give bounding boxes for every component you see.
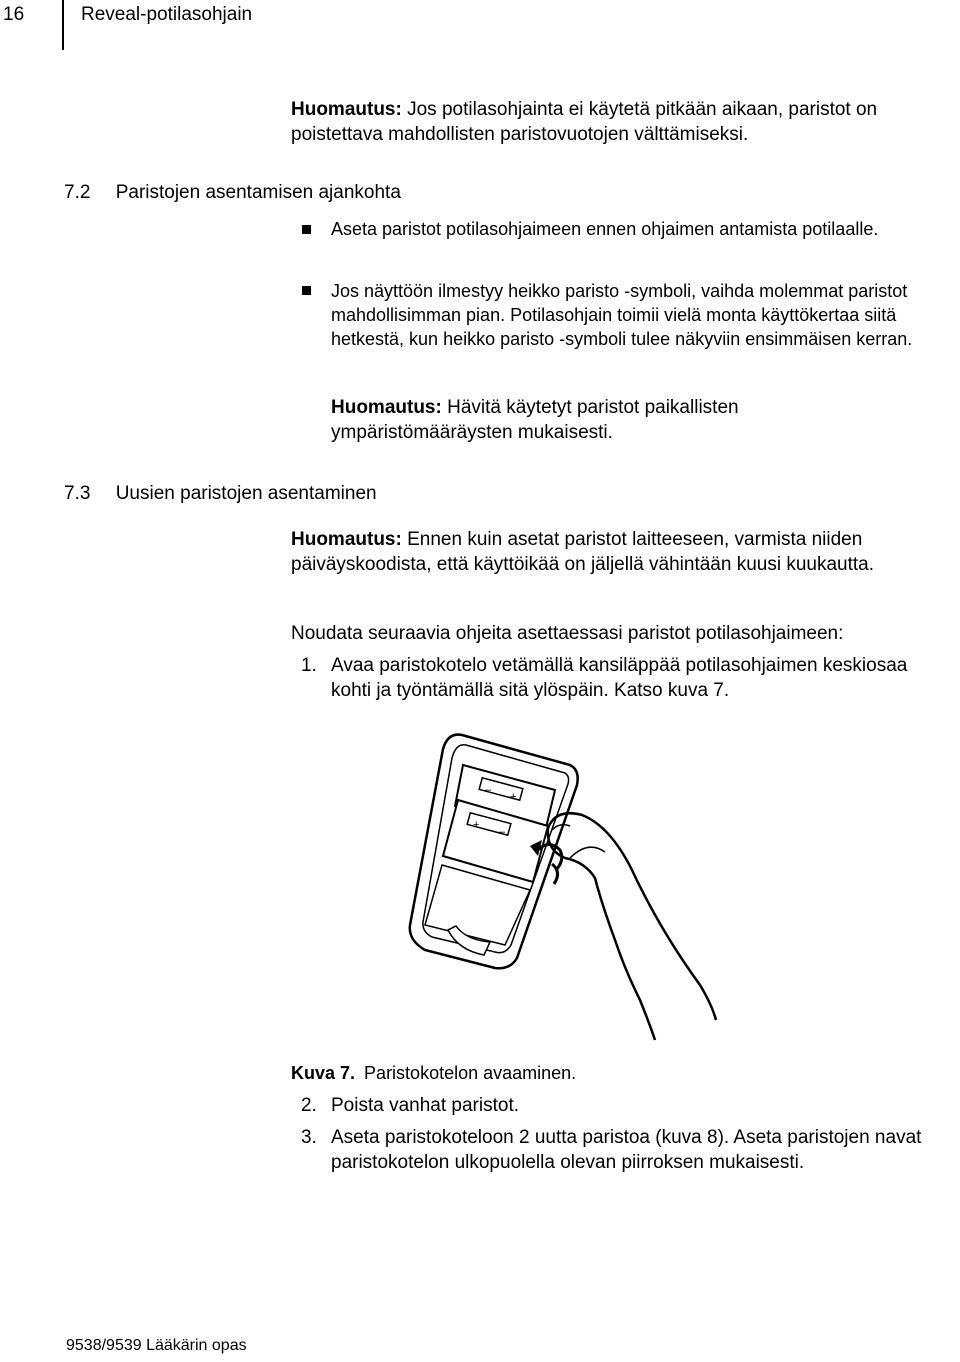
step-text: Aseta paristokoteloon 2 uutta paristoa (kuva 8). Aseta paristojen navat paristokotelon ulkopuolella olevan piirroksen mukaisesti. bbox=[331, 1127, 922, 1173]
note-label: Huomautus: bbox=[291, 99, 402, 120]
note-text: Hävitä käytetyt paristot paikallisten ympäristömääräysten mukaisesti. bbox=[331, 397, 739, 443]
section-heading-7-2 bbox=[64, 180, 401, 205]
instructions-intro: Noudata seuraavia ohjeita asettaessasi paristot potilasohjaimeen: bbox=[291, 623, 844, 644]
bullet-item: Jos näyttöön ilmestyy heikko paristo -symboli, vaihda molemmat paristot mahdollisimman pian. Potilasohjain toimii vielä monta käyttökertaa siitä hetkestä, kun heikko paristo -symboli tulee näkyviin ensimmäisen kerran. bbox=[331, 281, 913, 349]
note-battery-removal bbox=[291, 97, 951, 147]
note-disposal bbox=[331, 395, 891, 445]
figure-caption bbox=[291, 1061, 576, 1085]
note-text: Ennen kuin asetat paristot laitteeseen, varmista niiden päiväyskoodista, että käyttöikää on jäljellä vähintään kuusi kuukautta. bbox=[291, 529, 875, 575]
figure-label: Kuva 7. bbox=[291, 1063, 356, 1083]
page-footer: 9538/9539 Lääkärin opas bbox=[66, 1337, 247, 1354]
svg-text:+: + bbox=[510, 791, 517, 803]
section-heading-7-3 bbox=[64, 481, 377, 506]
step-number: 3. bbox=[301, 1127, 317, 1148]
note-label: Huomautus: bbox=[331, 397, 442, 418]
note-text: Jos potilasohjainta ei käytetä pitkään aikaan, paristot on poistettava mahdollisten paristovuotojen välttämiseksi. bbox=[291, 99, 878, 145]
page-number: 16 bbox=[3, 4, 25, 25]
svg-text:–: – bbox=[499, 826, 506, 838]
step-number: 2. bbox=[301, 1095, 317, 1116]
figure-7-illustration bbox=[380, 728, 720, 1060]
hand-icon bbox=[548, 813, 716, 1040]
bullet-item: Aseta paristot potilasohjaimeen ennen ohjaimen antamista potilaalle. bbox=[331, 219, 879, 239]
figure-caption-text: Paristokotelon avaaminen. bbox=[364, 1063, 577, 1083]
section-title: Paristojen asentamisen ajankohta bbox=[115, 182, 401, 203]
svg-text:–: – bbox=[485, 784, 492, 796]
page-header-title: Reveal-potilasohjain bbox=[81, 4, 253, 25]
note-label: Huomautus: bbox=[291, 529, 402, 550]
step-text: Poista vanhat paristot. bbox=[331, 1095, 519, 1116]
step-text: Avaa paristokotelo vetämällä kansiläppää potilasohjaimen keskiosaa kohti ja työntämällä sitä ylöspäin. Katso kuva 7. bbox=[331, 655, 908, 701]
svg-text:+: + bbox=[473, 819, 480, 831]
section-number: 7.3 bbox=[64, 483, 91, 504]
section-number: 7.2 bbox=[64, 182, 91, 203]
bullet-marker bbox=[302, 286, 311, 295]
note-date-code bbox=[291, 527, 956, 577]
header-divider bbox=[62, 0, 64, 50]
step-number: 1. bbox=[301, 655, 317, 676]
section-title: Uusien paristojen asentaminen bbox=[115, 483, 377, 504]
device-body-icon bbox=[410, 735, 578, 969]
bullet-marker bbox=[302, 225, 311, 234]
